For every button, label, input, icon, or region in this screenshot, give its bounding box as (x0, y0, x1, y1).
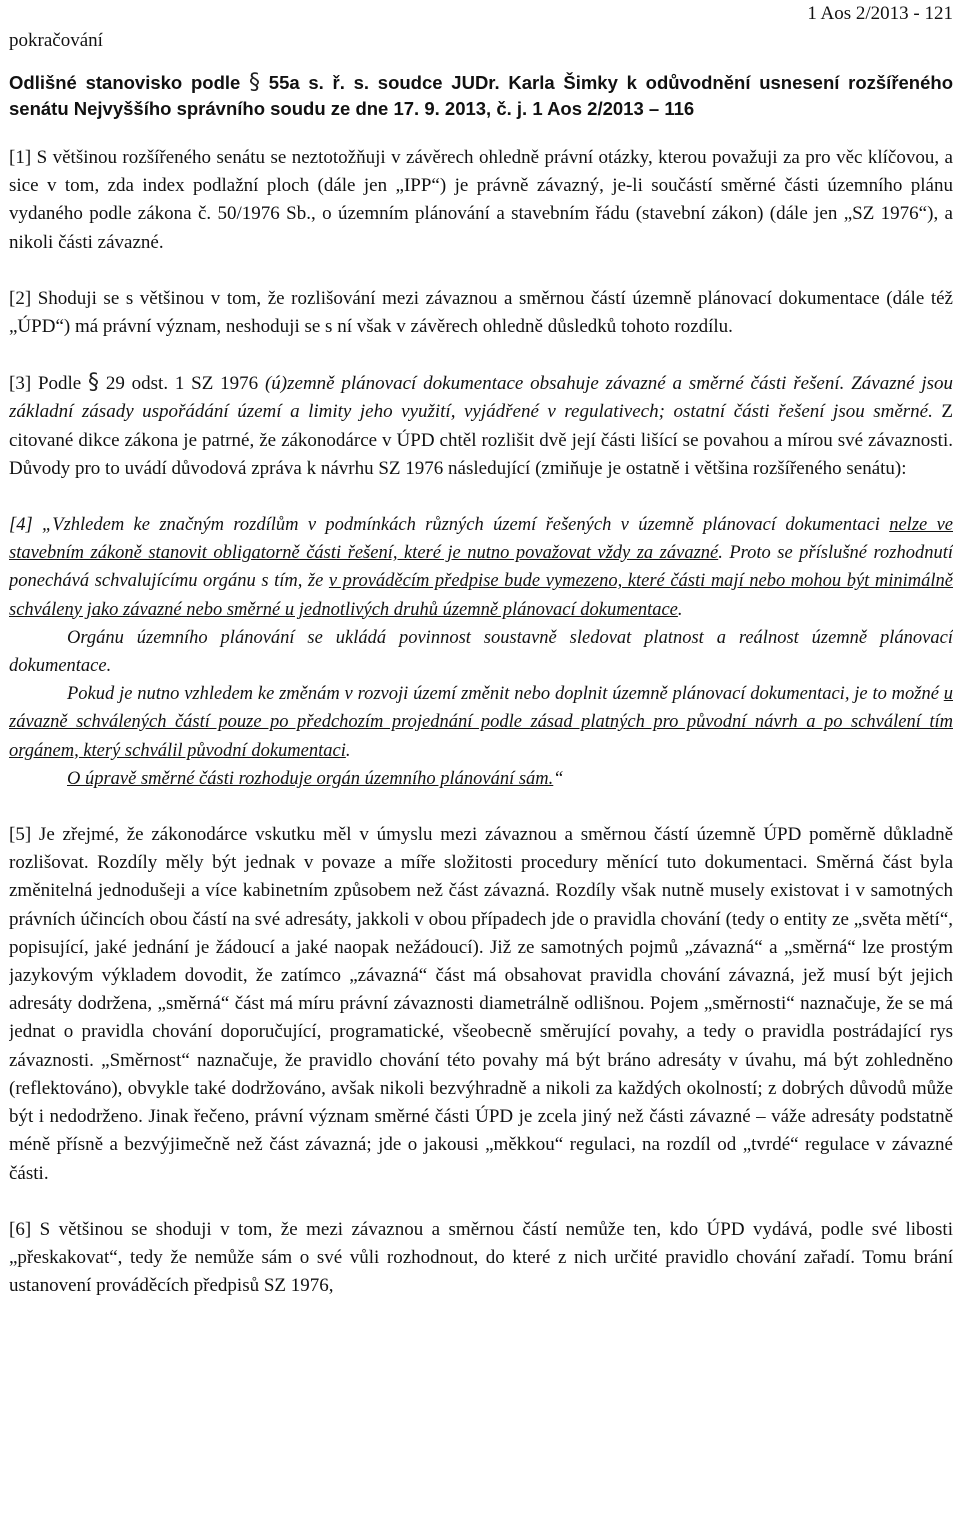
paragraph-5: [5] Je zřejmé, že zákonodárce vskutku měl v úmyslu mezi závaznou a směrnou částí územně ÚPD poměrně důkladně rozlišovat. Rozdíly měly být jednak v povaze a míře složitosti procedury měnící tuto dokumentaci. Směrná část byla změnitelná jednodušeji a více kabinetním způsobem než část závazná. Rozdíly však nutně musely existovat i v samotných právních účincích obou částí na své adresáty, jakkoli v obou případech jde o pravidla chování (tedy o entity ze „světa mětí“, popisující, jaké jednání je žádoucí a jaké naopak nežádoucí). Již ze samotných pojmů „závazná“ a „směrná“ lze prostým jazykovým výkladem dovodit, že zatímco „závazná“ část má obsahovat pravidla chování závazná, jež musí být jejich adresáty dodržena, „směrná“ část má míru právní závaznosti diametrálně odlišnou. Pojem „směrnosti“ naznačuje, že se má jednat o pravidla chování doporučující, programatické, všeobecně směrující povahy, a tedy o pravidla postrádající rys závaznosti. „Směrnost“ naznačuje, že pravidlo chování této povahy má být bráno adresáty v úvahu, má být zohledněno (reflektováno), obvykle také dodržováno, avšak nikoli bezvýhradně a nikoli za každých okolností; z dobrých důvodů může být i nedodrženo. Jinak řečeno, právní význam směrné části ÚPD je zcela jiný než části závazné – váže adresáty podstatně méně přísně a bezvýjimečně než část závazná; jde o jakousi „měkkou“ regulaci, na rozdíl od „tvrdé“ regulace v závazné části. (9, 824, 953, 1184)
paragraph-1: [1] S většinou rozšířeného senátu se neztotožňuji v závěrech ohledně právní otázky, kterou považuji za pro věc klíčovou, a sice v tom, zda index podlažní ploch (dále jen „IPP“) je právně závazný, je-li součástí směrné části územního plánu vydaného podle zákona č. 50/1976 Sb., o územním plánování a stavebním řádu (stavební zákon) (dále jen „SZ 1976“), a nikoli části závazné. (9, 147, 953, 253)
paragraph-2: [2] Shoduji se s většinou v tom, že rozlišování mezi závaznou a směrnou částí územně plánovací dokumentace (dále též „ÚPD“) má právní význam, neshoduji se s ní však v závěrech ohledně důsledků tohoto rozdílu. (9, 287, 953, 338)
section-sign-icon: § (249, 70, 261, 95)
section-sign-icon: § (88, 370, 100, 396)
paragraph-3: [3] Podle § 29 odst. 1 SZ 1976 (ú)zemně plánovací dokumentace obsahuje závazné a směrné části řešení. Závazné jsou základní zásady uspořádání území a limity jeho využití, vyjádřené v regulativech; ostatní části řešení jsou směrné. Z citované dikce zákona je patrné, že zákonodárce v ÚPD chtěl rozlišit dvě její části lišící se povahou a mírou své závaznosti. Důvody pro to uvádí důvodová zpráva k návrhu SZ 1976 následující (zmiňuje je ostatně i většina rozšířeného senátu): (9, 370, 953, 479)
page-header (9, 0, 953, 56)
continuation-label: pokračování (9, 30, 103, 51)
paragraph-4-quotation: [4] „Vzhledem ke značným rozdílům v podmínkách různých území řešených v územně plánovací dokumentaci nelze ve stavebním zákoně stanovit obligatorně části řešení, které je nutno považovat vždy za závazné. Proto se příslušné rozhodnutí ponechává schvalujícímu orgánu s tím, že v prováděcím předpise bude vymezeno, které části mají nebo mohou být minimálně schváleny jako závazné nebo směrné u jednotlivých druhů územně plánovací dokumentace. Orgánu územního plánování se ukládá povinnost soustavně sledovat platnost a reálnost územně plánovací dokumentace. Pokud je nutno vzhledem ke změnám v rozvoji území změnit nebo doplnit územně plánovací dokumentaci, je to možné u závazně schválených částí pouze po předchozím projednání podle zásad platných pro původní návrh a po schválení tím orgánem, který schválil původní dokumentaci. O úpravě směrné části rozhoduje orgán územního plánování sám.“ (9, 515, 953, 789)
case-number: 1 Aos 2/2013 - 121 (807, 3, 953, 24)
paragraph-6: [6] S většinou se shoduji v tom, že mezi závaznou a směrnou částí nemůže ten, kdo ÚPD vydává, podle své libosti „přeskakovat“, tedy že nemůže sám o své vůli rozhodnout, do které z nich určité pravidlo chování zařadí. Tomu brání ustanovení prováděcích předpisů SZ 1976, (9, 1218, 953, 1297)
document-page (9, 0, 953, 1514)
statute-quote: (ú)zemně plánovací dokumentace obsahuje závazné a směrné části řešení. Závazné jsou základní zásady uspořádání území a limity jeho využití, vyjádřené v regulativech; ostatní části řešení jsou směrné. (9, 373, 953, 423)
opinion-title: Odlišné stanovisko podle § 55a s. ř. s. soudce JUDr. Karla Šimky k odůvodnění usnesení rozšířeného senátu Nejvyššího správního soudu ze dne 17. 9. 2013, č. j. 1 Aos 2/2013 – 116 (9, 70, 953, 119)
